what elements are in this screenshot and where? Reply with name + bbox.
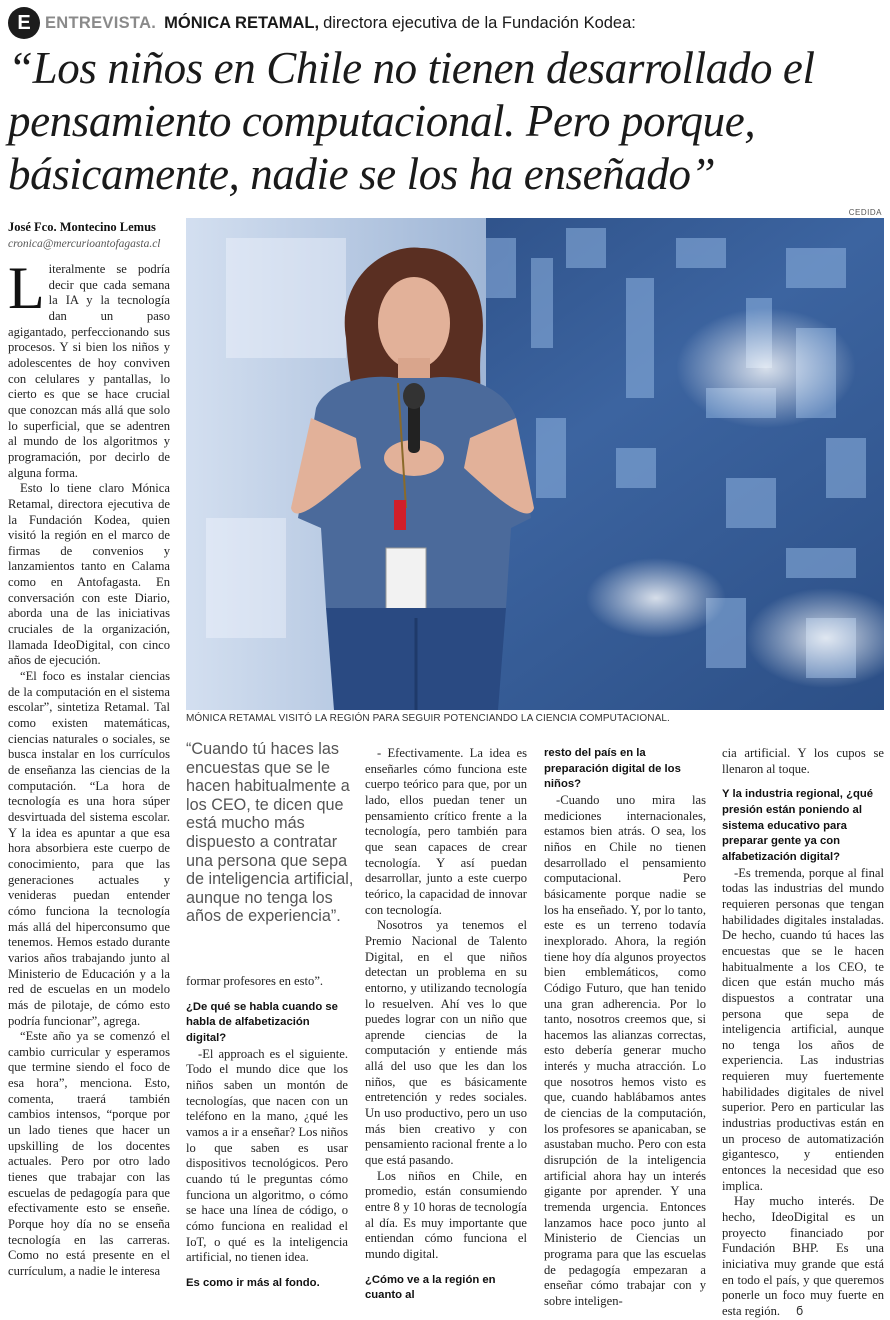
paragraph: -El approach es el siguiente. Todo el mundo dice que los niños saben un montón de tecnologías, que nacen con un teléfono en la mano, ¿qué les vamos a ir a enseñar? Los niños lo que saben es usar dispositivos tecnológicos. Pero cuando tú le preguntas cómo funciona un algoritmo, o cómo se hace una línea de código, o cómo funciona en realidad el IoT, o qué es la inteligencia artificial, no tienen idea. — [186, 1046, 348, 1265]
headline: “Los niños en Chile no tienen desarrollado el pensamiento computacional. Pero porque, básicamente, nadie se los ha enseñado” — [8, 43, 815, 199]
interview-question: resto del país en la preparación digital de los niños? — [544, 747, 681, 791]
article-column-2 — [186, 974, 348, 1291]
paragraph-text: Hay mucho interés. De hecho, IdeoDigital es un proyecto financiado por Fundación BHP. Es una iniciativa muy grande que está en todo el país, y que queremos ponerle un foco muy fuerte en esta región. — [722, 1194, 884, 1318]
author-email: cronica@mercurioantofagasta.cl — [8, 238, 161, 250]
section-badge-icon: E — [8, 7, 40, 39]
article-column-3 — [365, 746, 527, 1304]
photo — [186, 218, 884, 710]
photo-credit: CEDIDA — [848, 208, 882, 217]
article-lead-paragraph — [8, 255, 170, 481]
paragraph: formar profesores en esto”. — [186, 974, 324, 988]
interview-question: ¿Cómo ve a la región en cuanto al — [365, 1273, 496, 1302]
author-name: José Fco. Montecino Lemus — [8, 220, 156, 234]
paragraph: Nosotros ya tenemos el Premio Nacional de Talento Digital, en el que niños detectan un problema en su entorno, y utilizando tecnología lo resuelven. Ahí ves lo que puedes lograr con un niño que aprende ciencias de la computación y entiende más allá del uso que les dan los niños, que es básicamente entretención y redes sociales. Un uso productivo, pero un uso más bien creativo y con pensamiento racional frente a lo que está pasando. — [365, 918, 527, 1168]
kicker — [8, 6, 888, 40]
article-column-4 — [544, 746, 706, 1310]
paragraph: Esto lo tiene claro Mónica Retamal, directora ejecutiva de la Fundación Kodea, quien visitó la región en el marco de firmas de convenios y lanzamientos tanto en Calama como en Antofagasta. En conversación con este Diario, aborda una de las iniciativas cruciales de la organización, llamada IdeoDigital, con cinco años de ejecución. — [8, 481, 170, 668]
article-column-5 — [722, 746, 884, 1320]
end-mark-icon: ϭ — [796, 1303, 804, 1318]
pull-quote: “Cuando tú haces las encuestas que se le hacen habitualmente a los CEO, te dicen que está mucho más dispuesto a contratar una persona que sepa de inteligencia artificial, aunque no tenga los años de experiencia”. — [186, 740, 354, 926]
paragraph — [722, 1194, 884, 1319]
photo-caption: MÓNICA RETAMAL VISITÓ LA REGIÓN PARA SEGUIR POTENCIANDO LA CIENCIA COMPUTACIONAL. — [186, 713, 670, 724]
photo-illustration — [186, 218, 884, 710]
interview-question: ¿De qué se habla cuando se habla de alfabetización digital? — [186, 1000, 338, 1044]
byline — [8, 220, 178, 250]
interviewee-role: directora ejecutiva de la Fundación Kodea: — [323, 13, 636, 32]
paragraph: -Es tremenda, porque al final todas las industrias del mundo requieren personas que tengan habilidades digitales instaladas. De hecho, cuando tú haces las encuestas que se le hacen habitualmente a los CEO, te dicen que están mucho más dispuestos a contratar una persona que sepa de inteligencia artificial, aunque no tenga los años de experiencia. Las industrias requieren muy fuertemente habilidades digitales de nivel superior. Pero en particular las industrias productivas están en un proceso de automatización gigantesco, y entienden entonces la necesidad que eso implica. — [722, 865, 884, 1193]
paragraph: -Cuando uno mira las mediciones internacionales, estamos bien atrás. O sea, los niños en Chile no tienen desarrollado el pensamiento computacional. Pero básicamente porque nadie se los ha enseñado. Y, por lo tanto, este es un terreno todavía inexplorado. Ahora, la región tiene hoy día algunos proyectos bien emblemáticos, como Código Futuro, que han tenido una gran adherencia. Por lo tanto, nosotros creemos que, si hacemos las alianzas correctas, esto debería generar mucho interés y mucha atracción. Lo que nosotros hemos visto es que, cuando hablábamos antes de ciencias de la computación, los profesores se apanicaban, se asustaban mucho. Pero con esta disrupción de la inteligencia artificial ahora hay un interés gigante por aprender. Y una tremenda urgencia. Entonces lanzamos hace poco junto al Ministerio de Ciencias un programa para que las escuelas de pedagogía empezaran a enseñar cómo trabajar con y sobre inteligen- — [544, 792, 706, 1308]
paragraph-text: iteralmente se podría decir que cada semana la IA y la tecnología dan un paso agigantado, perfeccionando sus procesos. Y si bien los niños y adolescentes de hoy conviven con celulares y pantallas, lo cierto es que se hace crucial que conozcan más allá que solo lo superficial, que se adentren al mundo de los algoritmos y programación, por decirlo de alguna forma. — [8, 262, 170, 480]
interviewee-name: MÓNICA RETAMAL, — [164, 13, 320, 32]
paragraph: “Este año ya se comenzó el cambio curricular y esperamos que termine siendo el foco de esa hora”, menciona. Esto, comenta, traerá también cambios intensos, “porque por un lado tienes que hacer un upskilling de los docentes actuales. Pero por otro lado tienes que trabajar con las escuelas de pedagogía para que efectivamente esto se enseñe. Porque hoy día no se enseña tecnología en las carreras. Como no está presente en el currículum, a nadie le interesa — [8, 1029, 170, 1278]
paragraph: cia artificial. Y los cupos se llenaron al toque. — [722, 746, 884, 776]
interview-question: Y la industria regional, ¿qué presión están poniendo al sistema educativo para preparar gente ya con alfabetización digital? — [722, 788, 874, 863]
article-column-1 — [8, 255, 170, 1280]
dropcap: L — [8, 255, 45, 321]
paragraph: - Efectivamente. La idea es enseñarles cómo funciona este cuerpo teórico para que, por un lado, ellos puedan tener un pensamiento crítico frente a la tecnología, pero también para que sean capaces de crear tecnología. Y así puedan desarrollar, junto a este cuerpo teórico, la capacidad de innovar con tecnología. — [365, 746, 527, 917]
paragraph: “El foco es instalar ciencias de la computación en el sistema escolar”, sintetiza Retamal. Tal como existen matemáticas, ciencias naturales o sociales, se busca instalar en los currículos de enseñanza las ciencias de la computación. “La hora de tecnología es una hora súper desvirtuada del sistema escolar. Y la idea es apuntar a que esa hora absorbiera este cuerpo de conocimiento, para que las generaciones actuales y venideras puedan entender cómo funciona la tecnología más allá del hiperconsumo que tenemos. Hemos estado durante varios años trabajando junto al Ministerio de Educación y a la red de escuelas en un modelo más de pilotaje, de cómo esto podría funcionar”, agrega. — [8, 669, 170, 1028]
interview-question: Es como ir más al fondo. — [186, 1276, 320, 1289]
section-label: ENTREVISTA. — [45, 13, 157, 32]
paragraph: Los niños en Chile, en promedio, están consumiendo entre 8 y 10 horas de tecnología al día. Es muy importante que entiendan cómo funciona el mundo digital. — [365, 1168, 527, 1261]
